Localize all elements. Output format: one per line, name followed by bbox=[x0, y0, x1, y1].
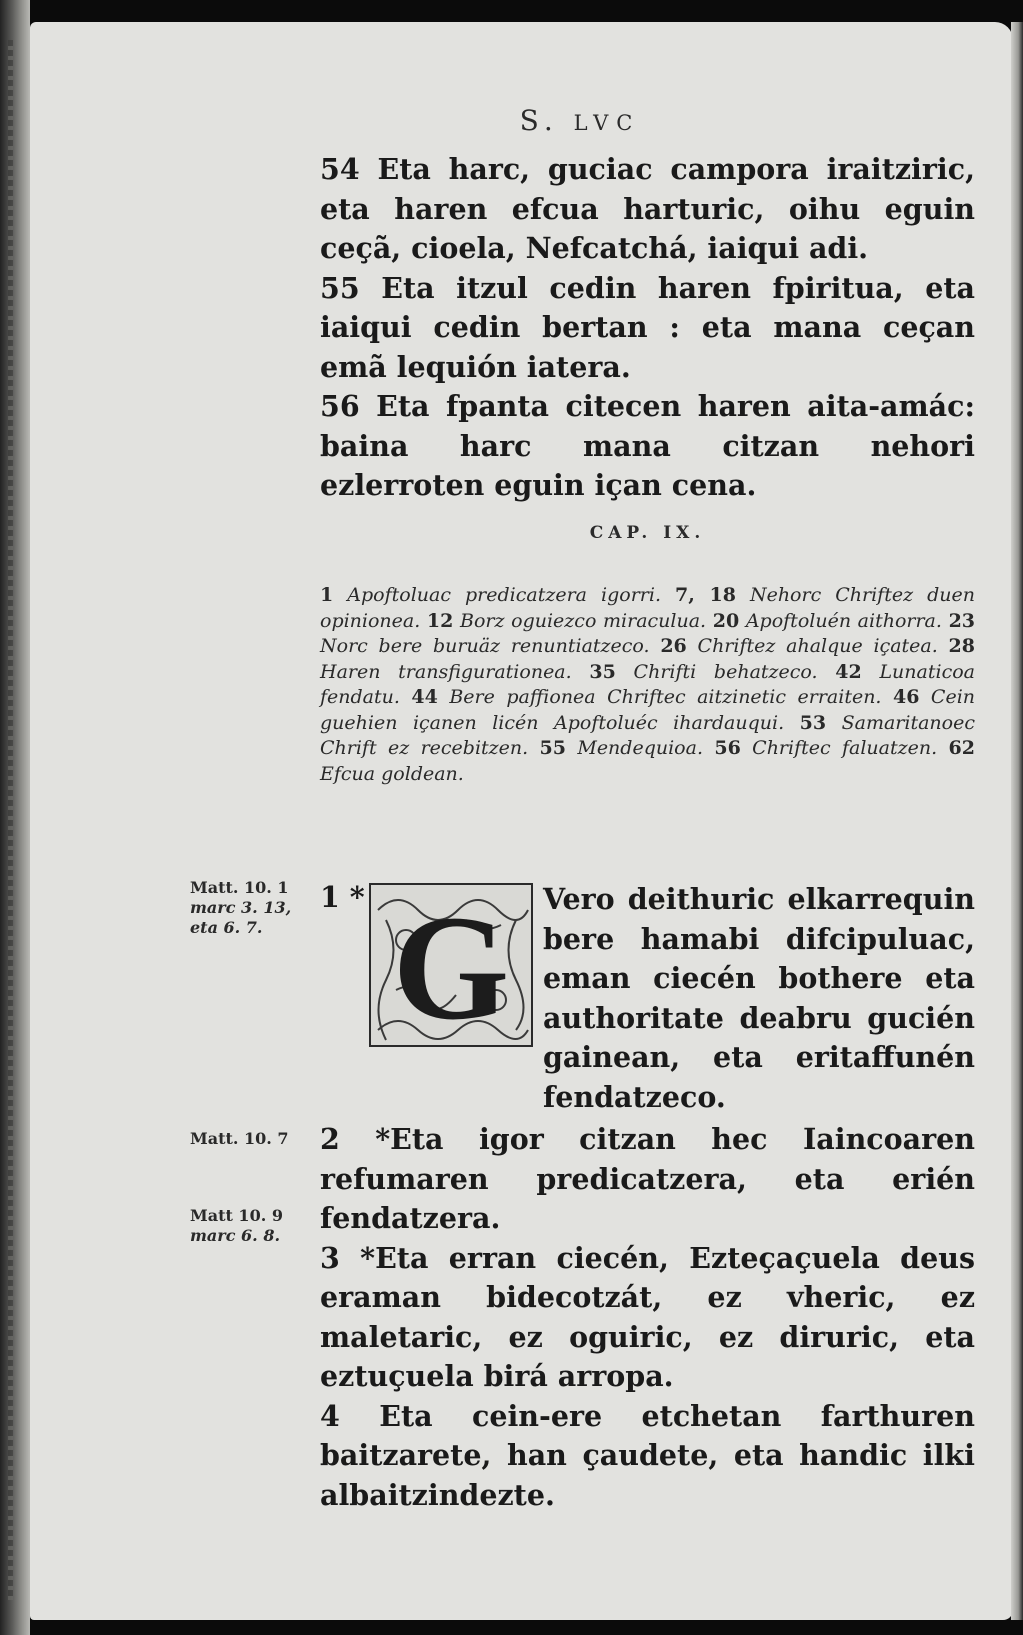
summary-item: Norc bere buruäz renuntiatzeco. bbox=[320, 635, 650, 657]
summary-num: 20 bbox=[712, 609, 740, 632]
verse-55: 55 Eta itzul cedin haren fpiritua, eta iaiqui cedin bertan : eta mana ceçan emã lequión iatera. bbox=[320, 270, 975, 384]
summary-num: 35 bbox=[589, 660, 616, 683]
verse-56: 56 Eta fpanta citecen haren aita-amác: baina harc mana citzan nehori ezlerroten eguin içan cena. bbox=[320, 389, 975, 502]
summary-item: Chriftez ahalque içatea. bbox=[697, 635, 938, 657]
margin-ref-line: marc 3. 13, bbox=[190, 898, 292, 917]
decorated-initial-g bbox=[366, 880, 536, 1050]
margin-ref-line: Matt. 10. 7 bbox=[190, 1129, 289, 1148]
summary-num: 12 bbox=[426, 609, 454, 632]
verses-bottom bbox=[320, 1120, 975, 1515]
margin-ref-3 bbox=[190, 1206, 283, 1246]
summary-num: 62 bbox=[948, 737, 975, 759]
book-spine bbox=[0, 0, 30, 1635]
summary-num: 26 bbox=[660, 635, 687, 657]
summary-item: Apoftoluac predicatzera igorri. bbox=[347, 584, 661, 606]
summary-num: 42 bbox=[835, 660, 862, 683]
summary-item: Mendequioa. bbox=[577, 737, 703, 759]
summary-item: Chrifti behatzeco. bbox=[633, 660, 818, 683]
summary-item: Samaritanoec Chrift ez recebitzen. bbox=[320, 711, 975, 759]
summary-num: 46 bbox=[892, 686, 920, 708]
verse-1-number: 1 * bbox=[320, 880, 365, 914]
summary-num: 23 bbox=[948, 609, 976, 632]
summary-item: Apoftoluén aithorra. bbox=[745, 609, 942, 632]
summary-item: Lunaticoa fendatu. bbox=[320, 660, 975, 708]
margin-ref-line: marc 6. 8. bbox=[190, 1226, 281, 1245]
verse-4: 4 Eta cein-ere etchetan farthuren baitzarete, han çaudete, eta handic ilki albaitzindezte. bbox=[320, 1398, 975, 1512]
summary-item: Borz oguiezco miraculua. bbox=[460, 609, 707, 632]
summary-item: Bere paffionea Chriftec aitzinetic erraiten. bbox=[449, 686, 882, 708]
summary-num: 53 bbox=[799, 711, 827, 734]
page-edge bbox=[1011, 22, 1023, 1620]
verse-54: 54 Eta harc, guciac campora iraitziric, eta haren efcua harturic, oihu eguin ceçã, cioela, Nefcatchá, iaiqui adi. bbox=[320, 152, 975, 265]
margin-ref-line: eta 6. 7. bbox=[190, 918, 263, 937]
summary-item: Nehorc Chriftez duen opinionea. bbox=[320, 584, 976, 632]
summary-num: 44 bbox=[411, 686, 438, 708]
summary-num: 55 bbox=[539, 737, 566, 759]
verse-3: 3 *Eta erran ciecén, Ezteçaçuela deus eraman bidecotzát, ez vheric, ez maletaric, ez oguiric, ez diruric, eta eztuçuela birá arropa. bbox=[320, 1240, 975, 1393]
running-head bbox=[0, 104, 1023, 137]
verse-2: 2 *Eta igor citzan hec Iaincoaren refumaren predicatzera, eta erién fendatzera. bbox=[320, 1122, 975, 1235]
initial-letter: G bbox=[392, 885, 510, 1050]
summary-num: 56 bbox=[714, 737, 741, 759]
margin-ref-line: Matt 10. 9 bbox=[190, 1206, 283, 1225]
margin-ref-2 bbox=[190, 1129, 289, 1149]
summary-item: Efcua goldean. bbox=[320, 762, 464, 785]
summary-num: 7, 18 bbox=[675, 584, 736, 606]
chapter-summary bbox=[320, 583, 975, 787]
margin-ref-1 bbox=[190, 878, 291, 938]
margin-ref-line: Matt. 10. 1 bbox=[190, 878, 289, 897]
summary-item: Chriftec faluatzen. bbox=[752, 737, 938, 759]
chapter-heading: CAP. IX. bbox=[589, 523, 706, 543]
summary-item: Haren transfigurationea. bbox=[320, 660, 572, 683]
summary-num: 28 bbox=[948, 635, 975, 657]
running-head-book: LVC bbox=[573, 111, 641, 135]
running-head-prefix: S. bbox=[519, 104, 559, 137]
summary-num: 1 bbox=[320, 584, 334, 606]
verse-1-block bbox=[320, 880, 975, 1114]
verse-1-text: Vero deithuric elkarrequin bere hamabi difcipuluac, eman ciecén bothere eta authoritate deabru gucién gainean, eta eritaffunén fendatzeco. bbox=[543, 882, 975, 1114]
summary-item: Cein guehien içanen licén Apoftoluéc ihardauqui. bbox=[320, 686, 976, 734]
verses-top bbox=[320, 150, 975, 506]
